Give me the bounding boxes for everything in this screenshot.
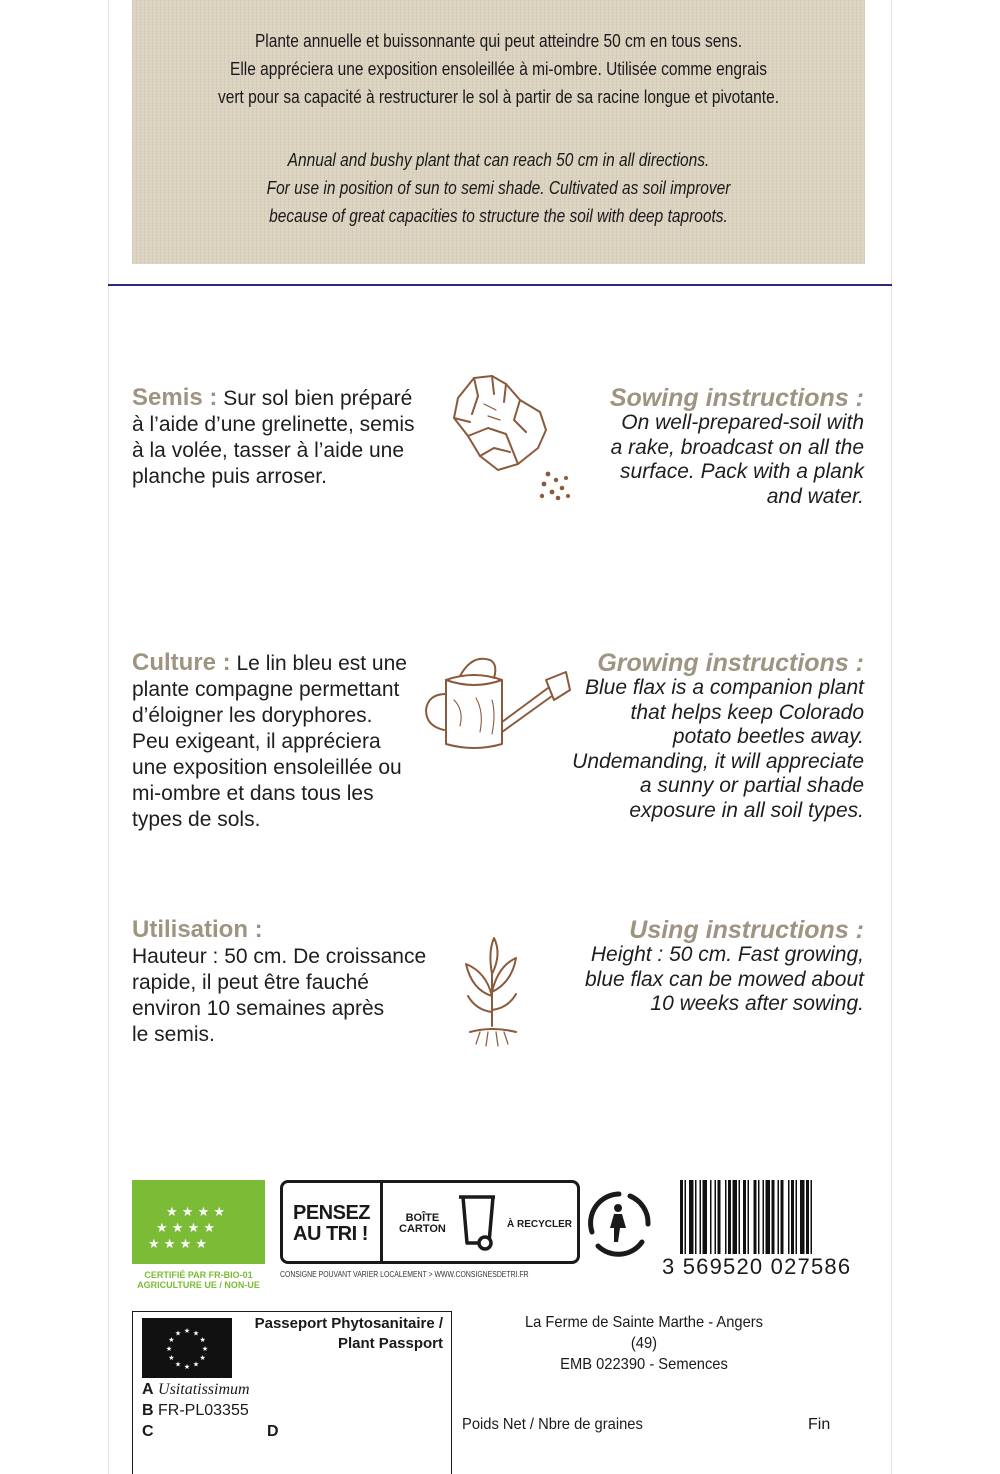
- sorting-instruction-panel: [383, 1183, 577, 1261]
- utilisation-fr-line: environ 10 semaines après: [132, 997, 385, 1020]
- pensez-au-tri-panel: [283, 1183, 383, 1261]
- intro-french: [183, 27, 813, 111]
- passport-title-line: Plant Passport: [337, 1335, 443, 1352]
- leaf-stars-icon: [132, 1180, 265, 1264]
- utilisation-fr-line: Hauteur : 50 cm. De croissance: [132, 945, 427, 968]
- svg-text:★: ★: [168, 1354, 175, 1362]
- plant-passport: [132, 1311, 452, 1474]
- eu-flag-icon: [142, 1318, 232, 1378]
- carton-box-label: [399, 1213, 446, 1235]
- intro-en-line: because of great capacities to structure the soil with deep taproots.: [269, 206, 728, 226]
- utilisation-en-line: 10 weeks after sowing.: [650, 992, 864, 1015]
- producer-emb: EMB 022390 - Semences: [560, 1356, 728, 1373]
- passport-title: [255, 1314, 443, 1354]
- utilisation-en-line: blue flax can be mowed about: [584, 967, 864, 991]
- utilisation-fr-line: le semis.: [132, 1023, 215, 1046]
- boite-line: CARTON: [399, 1223, 446, 1235]
- culture-fr-line: types de sols.: [132, 808, 261, 831]
- utilisation-en-line: Height : 50 cm. Fast growing,: [590, 943, 864, 966]
- semis-fr-line: Sur sol bien préparé: [217, 387, 413, 410]
- utilisation-en: [544, 917, 864, 1017]
- svg-text:★: ★: [174, 1360, 182, 1369]
- culture-heading-fr: Culture :: [132, 649, 231, 676]
- intro-en-line: Annual and bushy plant that can reach 50 cm in all directions.: [287, 150, 710, 170]
- triman-logo-icon: [584, 1188, 654, 1258]
- svg-text:★ ★ ★ ★: ★ ★ ★ ★: [148, 1237, 208, 1252]
- consigne-text: CONSIGNE POUVANT VARIER LOCALEMENT > WWW.CONSIGNESDETRI.FR: [280, 1270, 529, 1279]
- intro-panel: [132, 0, 865, 264]
- culture-en-line: that helps keep Colorado: [630, 700, 864, 724]
- culture-en-line: potato beetles away.: [672, 725, 864, 748]
- intro-fr-line: Elle appréciera une exposition ensoleillée à mi-ombre. Utilisée comme engrais: [230, 59, 767, 79]
- registration-code: FR-PL03355: [158, 1402, 249, 1419]
- culture-en-line: exposure in all soil types.: [629, 798, 864, 822]
- culture-fr-line: Peu exigeant, il appréciera: [132, 730, 381, 753]
- certification-line: AGRICULTURE UE / NON-UE: [137, 1280, 260, 1290]
- section-divider: [108, 284, 892, 286]
- pensez-line: AU TRI !: [293, 1223, 368, 1245]
- svg-text:★: ★: [168, 1336, 175, 1344]
- net-weight-label: Poids Net / Nbre de graines: [462, 1416, 643, 1433]
- culture-en: [544, 650, 864, 823]
- culture-fr: [132, 650, 452, 833]
- barcode-number: 3 569520 027586: [662, 1254, 852, 1279]
- semis-fr-line: à la volée, tasser à l’aide une: [132, 439, 405, 462]
- svg-text:★: ★: [201, 1345, 209, 1353]
- botanical-name: Usitatissimum: [158, 1381, 250, 1398]
- barcode: [662, 1180, 862, 1280]
- semis-heading-fr: Semis :: [132, 384, 218, 411]
- passport-row-c: C: [142, 1423, 154, 1440]
- organic-certification-text: [132, 1270, 265, 1290]
- intro-en-line: For use in position of sun to semi shade. Cultivated as soil improver: [266, 178, 731, 198]
- svg-text:★ ★ ★ ★: ★ ★ ★ ★: [156, 1221, 216, 1236]
- semis-en-line: surface. Pack with a plank: [620, 460, 864, 483]
- culture-en-line: Blue flax is a companion plant: [585, 676, 864, 699]
- svg-text:★: ★: [174, 1329, 182, 1338]
- svg-text:★: ★: [183, 1327, 191, 1335]
- intro-fr-line: Plante annuelle et buissonnante qui peut atteindre 50 cm en tous sens.: [254, 31, 743, 51]
- culture-en-line: Undemanding, it will appreciate: [572, 749, 864, 773]
- a-recycler-label: À RECYCLER: [507, 1219, 573, 1230]
- semis-heading-en: Sowing instructions :: [609, 384, 864, 412]
- culture-heading-en: Growing instructions :: [597, 649, 864, 677]
- passport-row-a: A Usitatissimum: [142, 1381, 250, 1398]
- semis-en-line: and water.: [766, 484, 864, 508]
- producer-name: La Ferme de Sainte Marthe - Angers (49): [524, 1314, 764, 1352]
- culture-fr-line: plante compagne permettant: [132, 678, 400, 701]
- recycling-info-box: [280, 1180, 580, 1264]
- semis-en-line: a rake, broadcast on all the: [610, 435, 864, 459]
- passport-row-b: B FR-PL03355: [142, 1402, 249, 1419]
- utilisation-fr-line: rapide, il peut être fauché: [132, 971, 369, 994]
- svg-text:★: ★: [192, 1360, 200, 1369]
- recycling-bin-icon: [455, 1191, 499, 1253]
- semis-fr-line: à l’aide d’une grelinette, semis: [132, 413, 415, 436]
- certification-line: CERTIFIÉ PAR FR-BIO-01: [144, 1270, 253, 1280]
- svg-text:★: ★: [199, 1354, 206, 1362]
- pensez-line: PENSEZ: [293, 1202, 371, 1224]
- intro-english: [183, 146, 813, 230]
- seedling-icon: [458, 934, 528, 1050]
- svg-text:★ ★ ★ ★: ★ ★ ★ ★: [166, 1205, 226, 1220]
- boite-line: BOÎTE: [405, 1212, 440, 1224]
- utilisation-fr: [132, 917, 452, 1048]
- eu-organic-logo: [132, 1180, 265, 1264]
- culture-fr-line: Le lin bleu est une: [230, 652, 407, 675]
- passport-row-d: D: [267, 1423, 279, 1440]
- pensez-au-tri-text: [293, 1203, 370, 1245]
- svg-text:★: ★: [183, 1363, 191, 1371]
- passport-title-line: Passeport Phytosanitaire /: [254, 1315, 443, 1332]
- semis-en: [544, 385, 864, 509]
- producer-info: [523, 1312, 766, 1375]
- intro-fr-line: vert pour sa capacité à restructurer le sol à partir de sa racine longue et pivotante.: [217, 87, 780, 107]
- culture-en-line: a sunny or partial shade: [639, 774, 864, 797]
- semis-fr-line: planche puis arroser.: [132, 465, 327, 488]
- semis-en-line: On well-prepared-soil with: [621, 411, 864, 434]
- barcode-bars: [662, 1180, 862, 1258]
- svg-text:★: ★: [165, 1345, 173, 1353]
- culture-fr-line: une exposition ensoleillée ou: [132, 756, 402, 779]
- svg-text:★: ★: [199, 1336, 206, 1344]
- culture-fr-line: d’éloigner les doryphores.: [132, 704, 373, 727]
- utilisation-heading-fr: Utilisation :: [132, 916, 263, 943]
- fin-label: Fin: [808, 1416, 831, 1433]
- svg-text:★: ★: [192, 1329, 200, 1338]
- semis-fr: [132, 385, 452, 490]
- utilisation-heading-en: Using instructions :: [629, 916, 864, 944]
- culture-fr-line: mi-ombre et dans tous les: [132, 782, 374, 805]
